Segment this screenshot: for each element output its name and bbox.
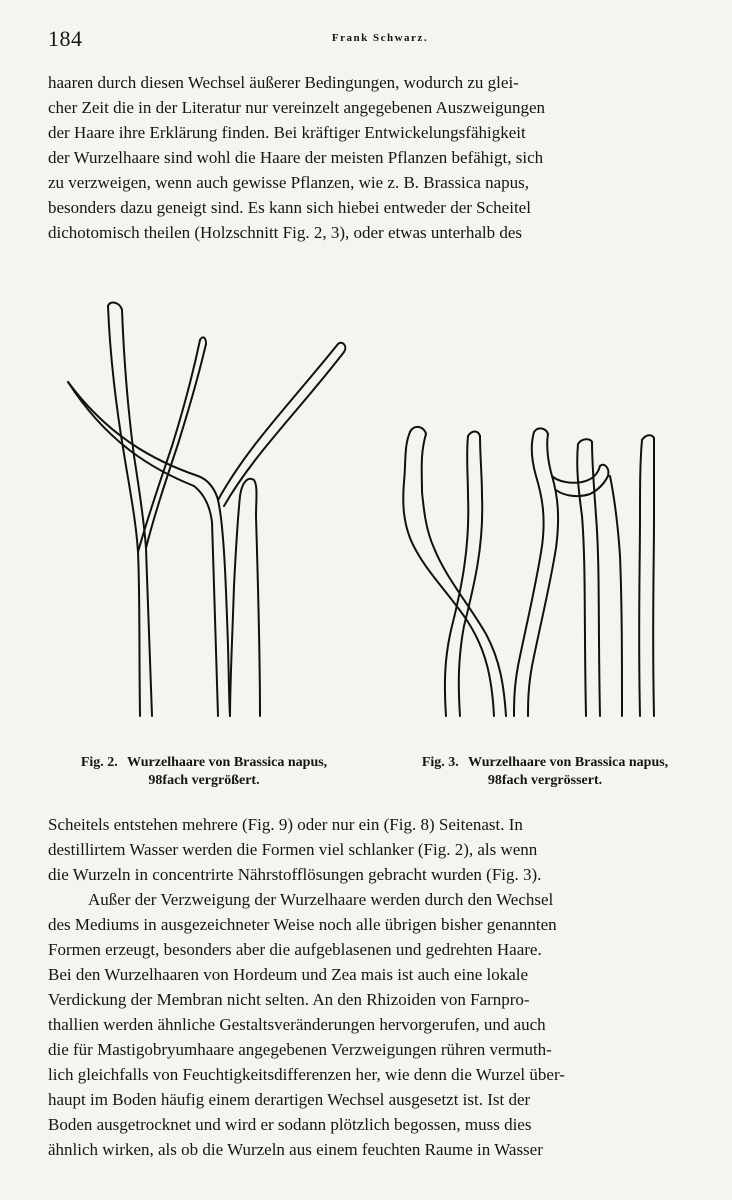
figure-2-caption <box>44 754 364 790</box>
running-head: Frank Schwarz. <box>331 32 429 44</box>
text-line: Außer der Verzweigung der Wurzelhaare werden durch den Wechsel <box>88 890 554 909</box>
figure-3-caption-line-1: Wurzelhaare von Brassica napus, <box>468 755 669 770</box>
figure-root-hairs <box>48 286 712 738</box>
text-line: cher Zeit die in der Literatur nur vereinzelt angegebenen Auszweigungen <box>48 98 546 117</box>
text-line: lich gleichfalls von Feuchtigkeitsdifferenzen her, wie denn die Wurzel über- <box>48 1065 565 1084</box>
figure-2-caption-line-1: Wurzelhaare von Brassica napus, <box>127 755 328 770</box>
top-text-block <box>48 70 712 245</box>
text-line: Formen erzeugt, besonders aber die aufgeblasenen und gedrehten Haare. <box>48 940 542 959</box>
text-line: des Mediums in ausgezeichneter Weise noch alle übrigen bisher genannten <box>48 915 557 934</box>
text-line: die Wurzeln in concentrirte Nährstofflösungen gebracht wurden (Fig. 3). <box>48 865 542 884</box>
page-number: 184 <box>48 26 83 51</box>
text-line: ähnlich wirken, als ob die Wurzeln aus einem feuchten Raume in Wasser <box>48 1140 543 1159</box>
figure-2-caption-line-2: 98fach vergrößert. <box>148 773 260 788</box>
figure-3-caption <box>380 754 710 790</box>
text-line: Verdickung der Membran nicht selten. An den Rhizoiden von Farnpro- <box>48 990 530 1009</box>
text-line: die für Mastigobryumhaare angegebenen Verzweigungen rühren vermuth- <box>48 1040 552 1059</box>
text-line: Scheitels entstehen mehrere (Fig. 9) oder nur ein (Fig. 8) Seitenast. In <box>48 815 523 834</box>
text-line: destillirtem Wasser werden die Formen viel schlanker (Fig. 2), als wenn <box>48 840 538 859</box>
text-line: Bei den Wurzelhaaren von Hordeum und Zea mais ist auch eine lokale <box>48 965 529 984</box>
text-line: der Haare ihre Erklärung finden. Bei kräftiger Entwickelungsfähigkeit <box>48 123 526 142</box>
text-line: zu verzweigen, wenn auch gewisse Pflanzen, wie z. B. Brassica napus, <box>48 173 530 192</box>
text-line: dichotomisch theilen (Holzschnitt Fig. 2, 3), oder etwas unterhalb des <box>48 223 523 242</box>
text-line: thallien werden ähnliche Gestaltsveränderungen hervorgerufen, und auch <box>48 1015 546 1034</box>
text-line: besonders dazu geneigt sind. Es kann sich hiebei entweder der Scheitel <box>48 198 531 217</box>
page-header <box>48 26 712 54</box>
text-line: haupt im Boden häufig einem derartigen Wechsel ausgesetzt ist. Ist der <box>48 1090 531 1109</box>
root-hairs-illustration <box>48 286 712 738</box>
text-line: haaren durch diesen Wechsel äußerer Bedingungen, wodurch zu glei- <box>48 73 519 92</box>
figure-3-label: Fig. 3. <box>421 755 459 770</box>
fig-2-drawing <box>68 303 345 716</box>
fig-3-drawing <box>403 427 654 716</box>
figure-2-label: Fig. 2. <box>80 755 118 770</box>
text-line: Boden ausgetrocknet und wird er sodann plötzlich begossen, muss dies <box>48 1115 532 1134</box>
bottom-text-block <box>48 812 712 1162</box>
figure-3-caption-line-2: 98fach vergrössert. <box>487 773 603 788</box>
text-line: der Wurzelhaare sind wohl die Haare der meisten Pflanzen befähigt, sich <box>48 148 544 167</box>
